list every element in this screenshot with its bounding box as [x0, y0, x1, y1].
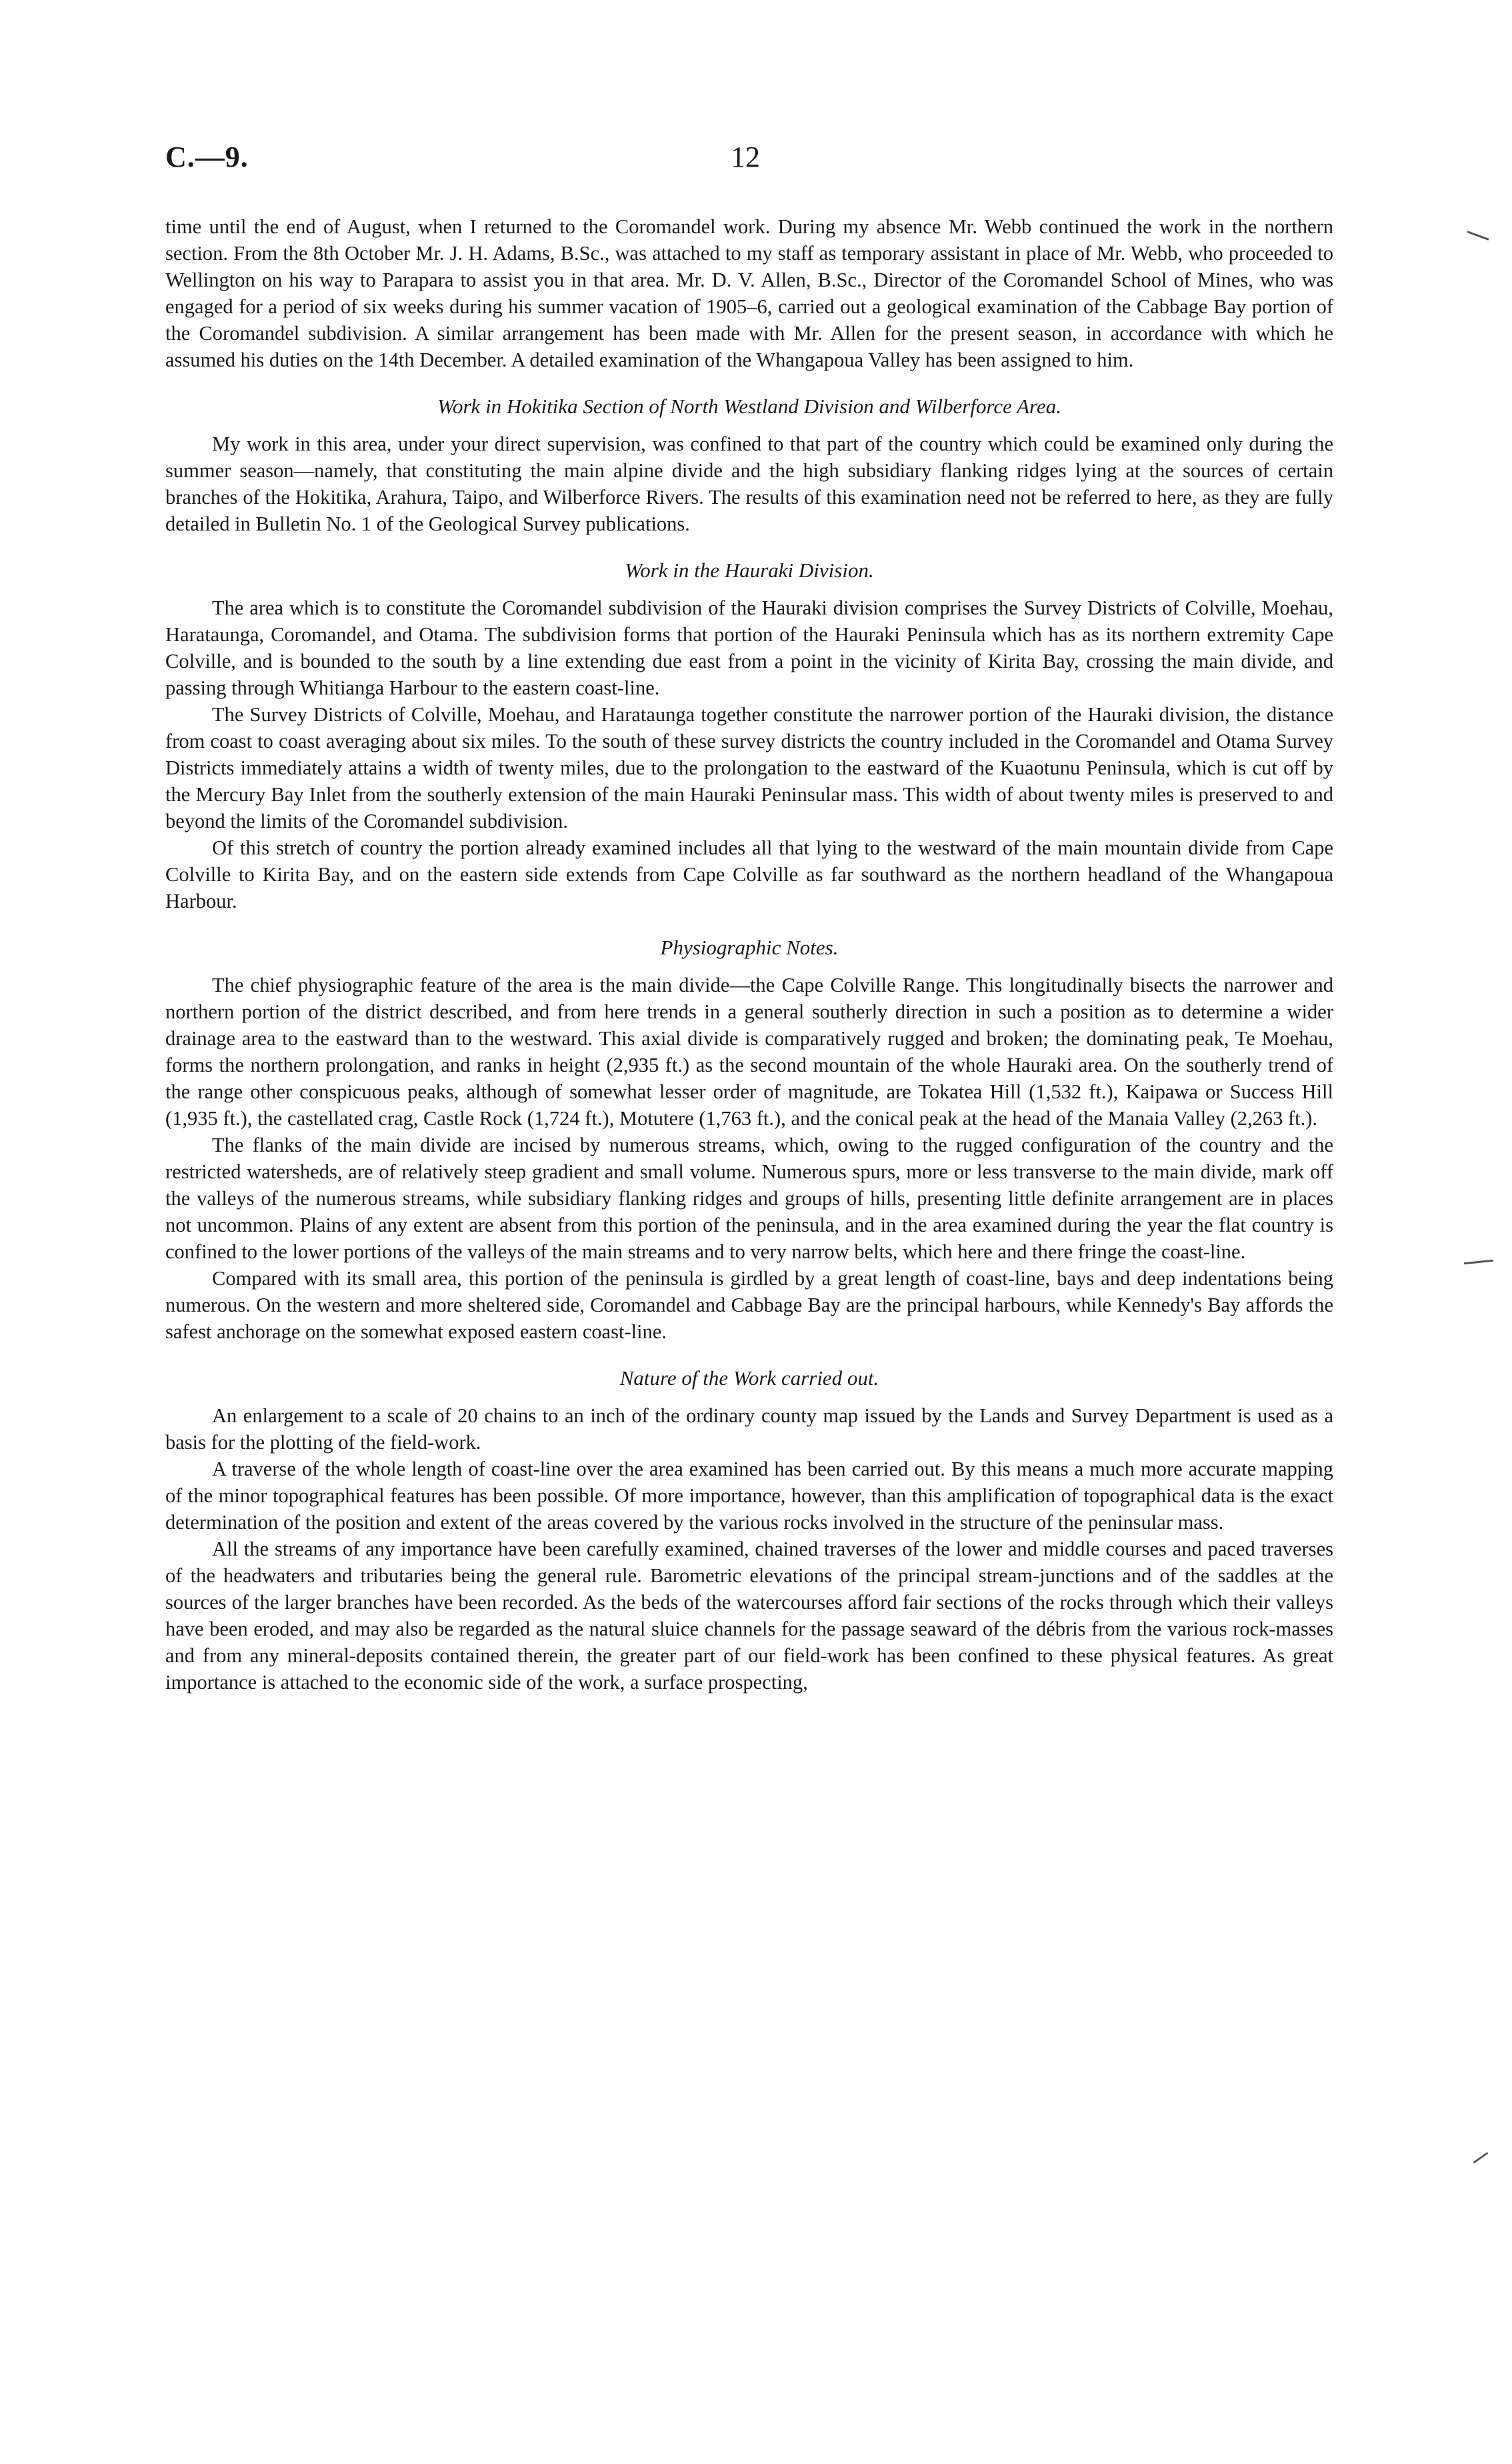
section-hauraki	[165, 557, 1333, 914]
section-physiographic-notes	[165, 934, 1333, 1345]
paragraph: Compared with its small area, this portion of the peninsula is girdled by a great length of coast-line, bays and deep indentations being numerous. On the western and more sheltered side, Coromandel and Cabbage Bay are the principal harbours, while Kennedy's Bay affords the safest anchorage on the somewhat exposed eastern coast-line.	[165, 1267, 1333, 1343]
paragraph: A traverse of the whole length of coast-line over the area examined has been carried out. By this means a much more accurate mapping of the minor topographical features has been possible. Of more importance, however, than this amplification of topographical data is the exact determination of the position and extent of the areas covered by the various rocks involved in the structure of the peninsular mass.	[165, 1458, 1333, 1534]
section-heading: Work in Hokitika Section of North Westland Division and Wilberforce Area.	[437, 395, 1061, 418]
paragraph: An enlargement to a scale of 20 chains to an inch of the ordinary county map issued by the Lands and Survey Department is used as a basis for the plotting of the field-work.	[165, 1404, 1333, 1454]
section-intro	[165, 213, 1333, 373]
page-number: 12	[731, 141, 760, 173]
section-heading: Work in the Hauraki Division.	[625, 559, 874, 582]
body-text	[165, 213, 1333, 1696]
section-nature-of-work	[165, 1365, 1333, 1696]
paragraph: The area which is to constitute the Coromandel subdivision of the Hauraki division comprises the Survey Districts of Colville, Moehau, Harataunga, Coromandel, and Otama. The subdivision forms that portion of the Hauraki Peninsula which has as its northern extremity Cape Colville, and is bounded to the south by a line extending due east from a point in the vicinity of Kirita Bay, crossing the main divide, and passing through Whitianga Harbour to the eastern coast-line.	[165, 597, 1333, 699]
margin-mark	[1473, 2152, 1488, 2163]
paragraph: My work in this area, under your direct supervision, was confined to that part of the country which could be examined only during the summer season—namely, that constituting the main alpine divide and the high subsidiary flanking ridges lying at the sources of certain branches of the Hokitika, Arahura, Taipo, and Wilberforce Rivers. The results of this examination need not be referred to here, as they are fully detailed in Bulletin No. 1 of the Geological Survey publications.	[165, 433, 1333, 535]
paragraph: time until the end of August, when I returned to the Coromandel work. During my absence Mr. Webb continued the work in the northern section. From the 8th October Mr. J. H. Adams, B.Sc., was attached to my staff as temporary assistant in place of Mr. Webb, who proceeded to Wellington on his way to Parapara to assist you in that area. Mr. D. V. Allen, B.Sc., Director of the Coromandel School of Mines, who was engaged for a period of six weeks during his summer vacation of 1905–6, carried out a geological examination of the Cabbage Bay portion of the Coromandel subdivision. A similar arrangement has been made with Mr. Allen for the present season, in accordance with which he assumed his duties on the 14th December. A detailed examination of the Whangapoua Valley has been assigned to him.	[165, 215, 1333, 371]
page-header	[165, 140, 1333, 213]
document-code: C.—9.	[165, 141, 249, 173]
margin-mark	[1467, 231, 1489, 240]
section-heading: Physiographic Notes.	[660, 936, 839, 959]
paragraph: The chief physiographic feature of the area is the main divide—the Cape Colville Range. This longitudinally bisects the narrower and northern portion of the district described, and from here trends in a general southerly direction in such a position as to determine a wider drainage area to the eastward than to the westward. This axial divide is comparatively rugged and broken; the dominating peak, Te Moehau, forms the northern prolongation, and ranks in height (2,935 ft.) as the second mountain of the whole Hauraki area. On the southerly trend of the range other conspicuous peaks, although of somewhat lesser order of magnitude, are Tokatea Hill (1,532 ft.), Kaipawa or Success Hill (1,935 ft.), the castellated crag, Castle Rock (1,724 ft.), Motutere (1,763 ft.), and the conical peak at the head of the Manaia Valley (2,263 ft.).	[165, 974, 1333, 1130]
section-heading: Nature of the Work carried out.	[619, 1366, 879, 1390]
margin-mark	[1464, 1260, 1493, 1265]
paragraph: The Survey Districts of Colville, Moehau, and Harataunga together constitute the narrower portion of the Hauraki division, the distance from coast to coast averaging about six miles. To the south of these survey districts the country included in the Coromandel and Otama Survey Districts immediately attains a width of twenty miles, due to the prolongation to the eastward of the Kuaotunu Peninsula, which is cut off by the Mercury Bay Inlet from the southerly extension of the main Hauraki Peninsular mass. This width of about twenty miles is preserved to and beyond the limits of the Coromandel subdivision.	[165, 703, 1333, 832]
paragraph: All the streams of any importance have been carefully examined, chained traverses of the lower and middle courses and paced traverses of the headwaters and tributaries being the general rule. Barometric elevations of the principal stream-junctions and of the saddles at the sources of the larger branches have been recorded. As the beds of the watercourses afford fair sections of the rocks through which their valleys have been eroded, and may also be regarded as the natural sluice channels for the passage seaward of the débris from the various rock-masses and from any mineral-deposits contained therein, the greater part of our field-work has been confined to these physical features. As great importance is attached to the economic side of the work, a surface prospecting,	[165, 1538, 1333, 1694]
paragraph: Of this stretch of country the portion already examined includes all that lying to the westward of the main mountain divide from Cape Colville to Kirita Bay, and on the eastern side extends from Cape Colville as far southward as the northern headland of the Whangapoua Harbour.	[165, 836, 1333, 912]
document-page	[165, 140, 1333, 1696]
section-hokitika	[165, 393, 1333, 537]
paragraph: The flanks of the main divide are incised by numerous streams, which, owing to the rugged configuration of the country and the restricted watersheds, are of relatively steep gradient and small volume. Numerous spurs, more or less transverse to the main divide, mark off the valleys of the numerous streams, while subsidiary flanking ridges and groups of hills, presenting little definite arrangement are in places not uncommon. Plains of any extent are absent from this portion of the peninsula, and in the area examined during the year the flat country is confined to the lower portions of the valleys of the main streams and to very narrow belts, which here and there fringe the coast-line.	[165, 1134, 1333, 1263]
